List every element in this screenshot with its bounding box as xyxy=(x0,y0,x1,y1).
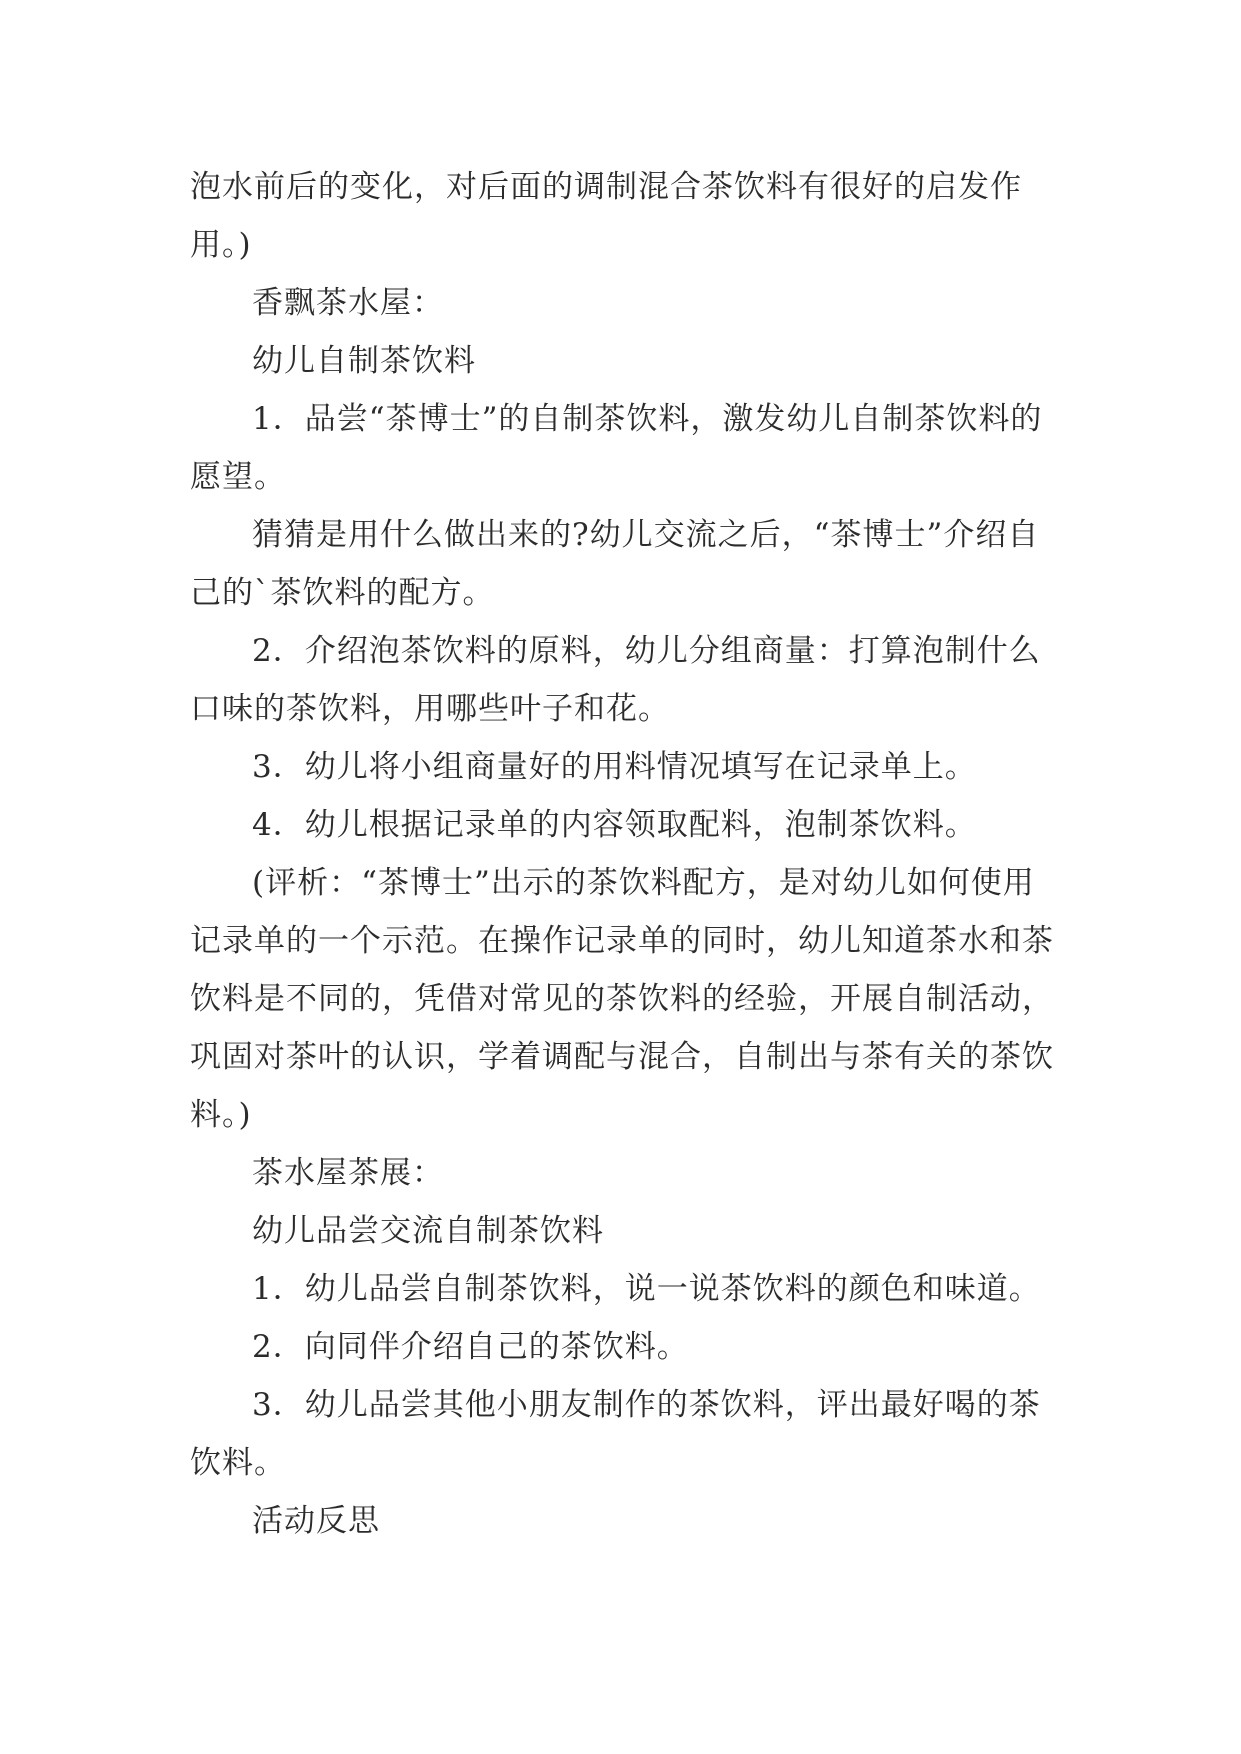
paragraph-taste-step-3: 3．幼儿品尝其他小朋友制作的茶饮料，评出最好喝的茶饮料。 xyxy=(190,1387,1041,1481)
paragraph-guess: 猜猜是用什么做出来的?幼儿交流之后，“茶博士”介绍自己的`茶饮料的配方。 xyxy=(190,517,1040,611)
section-heading-tea-exhibition: 茶水屋茶展： xyxy=(252,1155,444,1191)
document-body xyxy=(190,158,1060,1550)
paragraph-step-3: 3．幼儿将小组商量好的用料情况填写在记录单上。 xyxy=(252,749,977,785)
paragraph-continuation: 泡水前后的变化，对后面的调制混合茶饮料有很好的启发作用。) xyxy=(190,169,1022,263)
section-heading-tea-house: 香飘茶水屋： xyxy=(252,285,444,321)
section-heading-reflection: 活动反思 xyxy=(252,1503,380,1539)
paragraph-taste-step-2: 2．向同伴介绍自己的茶饮料。 xyxy=(252,1329,689,1365)
paragraph-analysis: (评析：“茶博士”出示的茶饮料配方，是对幼儿如何使用记录单的一个示范。在操作记录单的同时，幼儿知道茶水和茶饮料是不同的，凭借对常见的茶饮料的经验，开展自制活动，巩固对茶叶的认识，学着调配与混合，自制出与茶有关的茶饮料。) xyxy=(190,865,1054,1133)
paragraph-taste-step-1: 1．幼儿品尝自制茶饮料，说一说茶饮料的颜色和味道。 xyxy=(252,1271,1041,1307)
subheading-taste-and-share: 幼儿品尝交流自制茶饮料 xyxy=(252,1213,604,1249)
paragraph-step-4: 4．幼儿根据记录单的内容领取配料，泡制茶饮料。 xyxy=(252,807,977,843)
paragraph-step-1: 1．品尝“茶博士”的自制茶饮料，激发幼儿自制茶饮料的愿望。 xyxy=(190,401,1043,495)
paragraph-step-2: 2．介绍泡茶饮料的原料，幼儿分组商量：打算泡制什么口味的茶饮料，用哪些叶子和花。 xyxy=(190,633,1041,727)
subheading-make-tea-drink: 幼儿自制茶饮料 xyxy=(252,343,476,379)
